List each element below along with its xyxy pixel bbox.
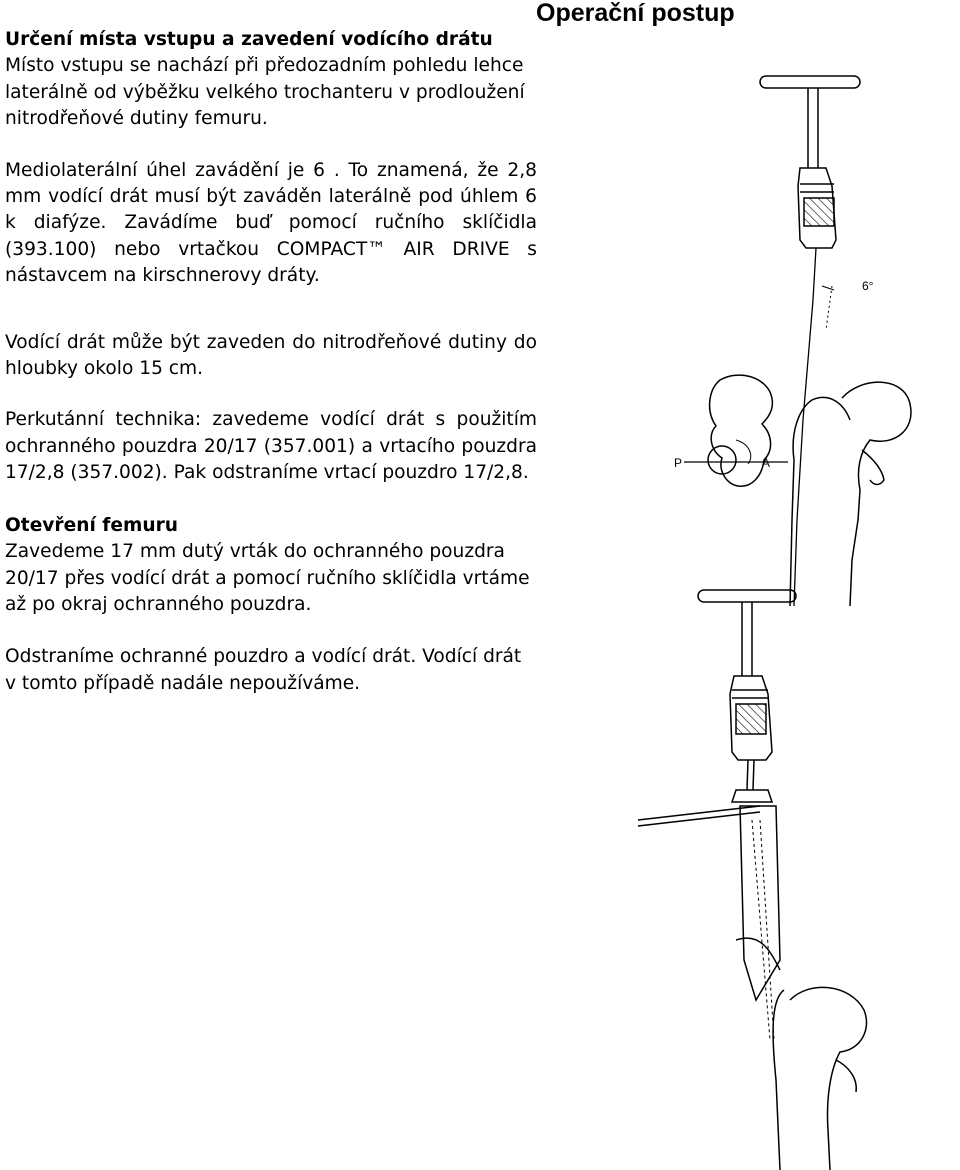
t-handle-icon — [698, 590, 796, 602]
paragraph-percutaneous: Perkutánní technika: zavedeme vodící drát s použitím ochranného pouzdra 20/17 (357.001) a vrtacího pouzdra 17/2,8 (357.002). Pak odstraníme vrtací pouzdro 17/2,8. — [5, 409, 537, 484]
paragraph-opening: Zavedeme 17 mm dutý vrták do ochranného pouzdra 20/17 přes vodící drát a pomocí ručního sklíčidla vrtáme až po okraj ochranného pouzdra. — [5, 541, 530, 615]
angle-label: 6° — [862, 279, 874, 293]
hand-chuck-icon — [798, 168, 836, 248]
page-title: Operační postup — [536, 0, 735, 27]
paragraph-removal: Odstraníme ochranné pouzdro a vodící drát. Vodící drát v tomto případě nadále nepoužíváme. — [5, 646, 522, 694]
section-heading-entry: Určení místa vstupu a zavedení vodícího drátu — [5, 29, 493, 50]
femur-icon — [790, 397, 850, 606]
femur-icon — [773, 990, 784, 1170]
t-handle-icon — [760, 76, 860, 88]
section-heading-opening: Otevření femuru — [5, 514, 179, 536]
guide-wire-insertion-drawing — [674, 76, 911, 606]
paragraph-depth: Vodící drát může být zaveden do nitrodřeňové dutiny do hloubky okolo 15 cm. — [5, 331, 537, 380]
hand-chuck-icon — [730, 676, 772, 760]
femur-opening-drawing — [638, 590, 867, 1170]
protection-sleeve-handle-icon — [638, 806, 760, 826]
guide-wire-icon — [794, 248, 816, 606]
instruction-text-column — [5, 27, 537, 697]
anterior-label: A — [762, 456, 771, 470]
drill-sleeve-icon — [740, 806, 780, 1000]
posterior-label: P — [674, 456, 683, 470]
femoral-head-axial-view-icon — [710, 375, 773, 486]
paragraph-angle: Mediolaterální úhel zavádění je 6 . To znamená, že 2,8 mm vodící drát musí být zaváděn laterálně pod úhlem 6 k diafýze. Zavádíme buď pomocí ručního sklíčidla (393.100) nebo vrtačkou COMPACT™ AIR DRIVE s nástavcem na kirschnerovy dráty. — [5, 159, 537, 287]
paragraph-entry-point: Místo vstupu se nachází při předozadním pohledu lehce laterálně od výběžku velkého trochanteru v prodloužení nitrodřeňové dutiny femuru. — [5, 55, 525, 130]
